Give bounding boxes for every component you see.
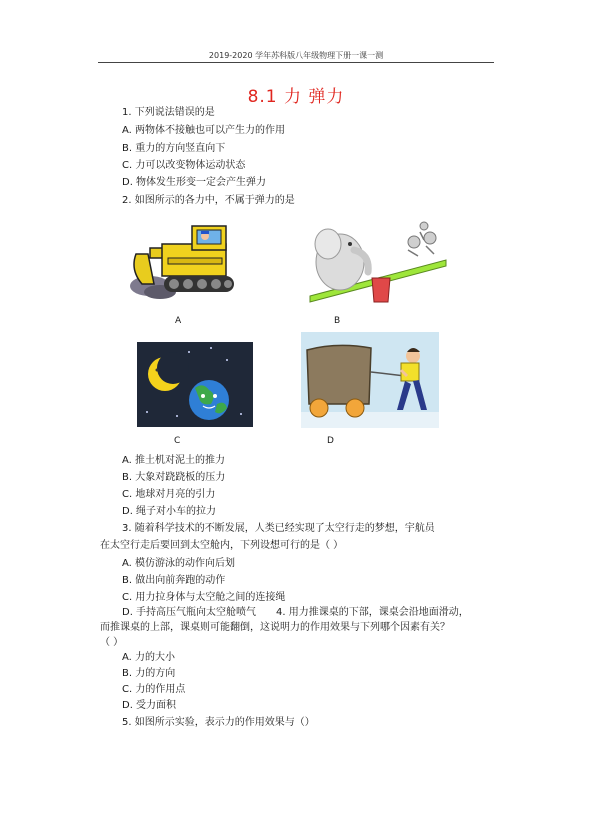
question-4-answer-blank: （ ） <box>100 637 124 648</box>
question-1-stem: 1. 下列说法错误的是 <box>122 107 215 118</box>
q4-option-c: C. 力的作用点 <box>122 684 186 695</box>
question-3-stem-line-1: 3. 随着科学技术的不断发展，人类已经实现了太空行走的梦想，宇航员 <box>122 523 435 534</box>
figure-label-a: A <box>175 316 182 326</box>
question-5-stem: 5. 如图所示实验，表示力的作用效果与（） <box>122 717 315 728</box>
q4-option-b: B. 力的方向 <box>122 668 176 679</box>
q4-option-a: A. 力的大小 <box>122 652 176 663</box>
page-header: 2019-2020 学年苏科版八年级物理下册一课一测 <box>208 51 384 60</box>
figure-a-bulldozer <box>126 214 254 304</box>
q3-option-c: C. 用力拉身体与太空舱之间的连接绳 <box>122 592 286 603</box>
figure-d-cart-pull <box>301 332 439 428</box>
q3-option-b: B. 做出向前奔跑的动作 <box>122 575 226 586</box>
figure-label-b: B <box>334 316 341 326</box>
page-title: 8.1 力 弹力 <box>247 87 345 107</box>
figure-label-d: D <box>327 436 334 446</box>
question-4-stem-line-2: 而推课桌的上部，课桌则可能翻倒，这说明力的作用效果与下列哪个因素有关？ <box>100 622 450 633</box>
figure-c-moon-earth <box>137 342 253 427</box>
q2-option-c: C. 地球对月亮的引力 <box>122 489 216 500</box>
q2-option-d: D. 绳子对小车的拉力 <box>122 506 217 517</box>
q1-option-b: B. 重力的方向竖直向下 <box>122 143 226 154</box>
q2-option-a: A. 推土机对泥土的推力 <box>122 455 226 466</box>
question-4-stem-line-1: 4. 用力推课桌的下部，课桌会沿地面滑动， <box>276 607 469 618</box>
q1-option-d: D. 物体发生形变一定会产生弹力 <box>122 177 267 188</box>
q4-option-d: D. 受力面积 <box>122 700 177 711</box>
q3-option-a: A. 模仿游泳的动作向后划 <box>122 558 236 569</box>
q1-option-a: A. 两物体不接触也可以产生力的作用 <box>122 125 286 136</box>
q1-option-c: C. 力可以改变物体运动状态 <box>122 160 246 171</box>
q3-option-d: D. 手持高压气瓶向太空舱喷气 <box>122 607 257 618</box>
figure-label-c: C <box>174 436 181 446</box>
q2-option-b: B. 大象对跷跷板的压力 <box>122 472 226 483</box>
question-3-stem-line-2: 在太空行走后要回到太空舱内，下列设想可行的是（ ） <box>100 540 344 551</box>
figure-b-elephant-seesaw <box>306 212 450 304</box>
question-2-stem: 2. 如图所示的各力中，不属于弹力的是 <box>122 195 295 206</box>
header-rule <box>98 62 494 63</box>
